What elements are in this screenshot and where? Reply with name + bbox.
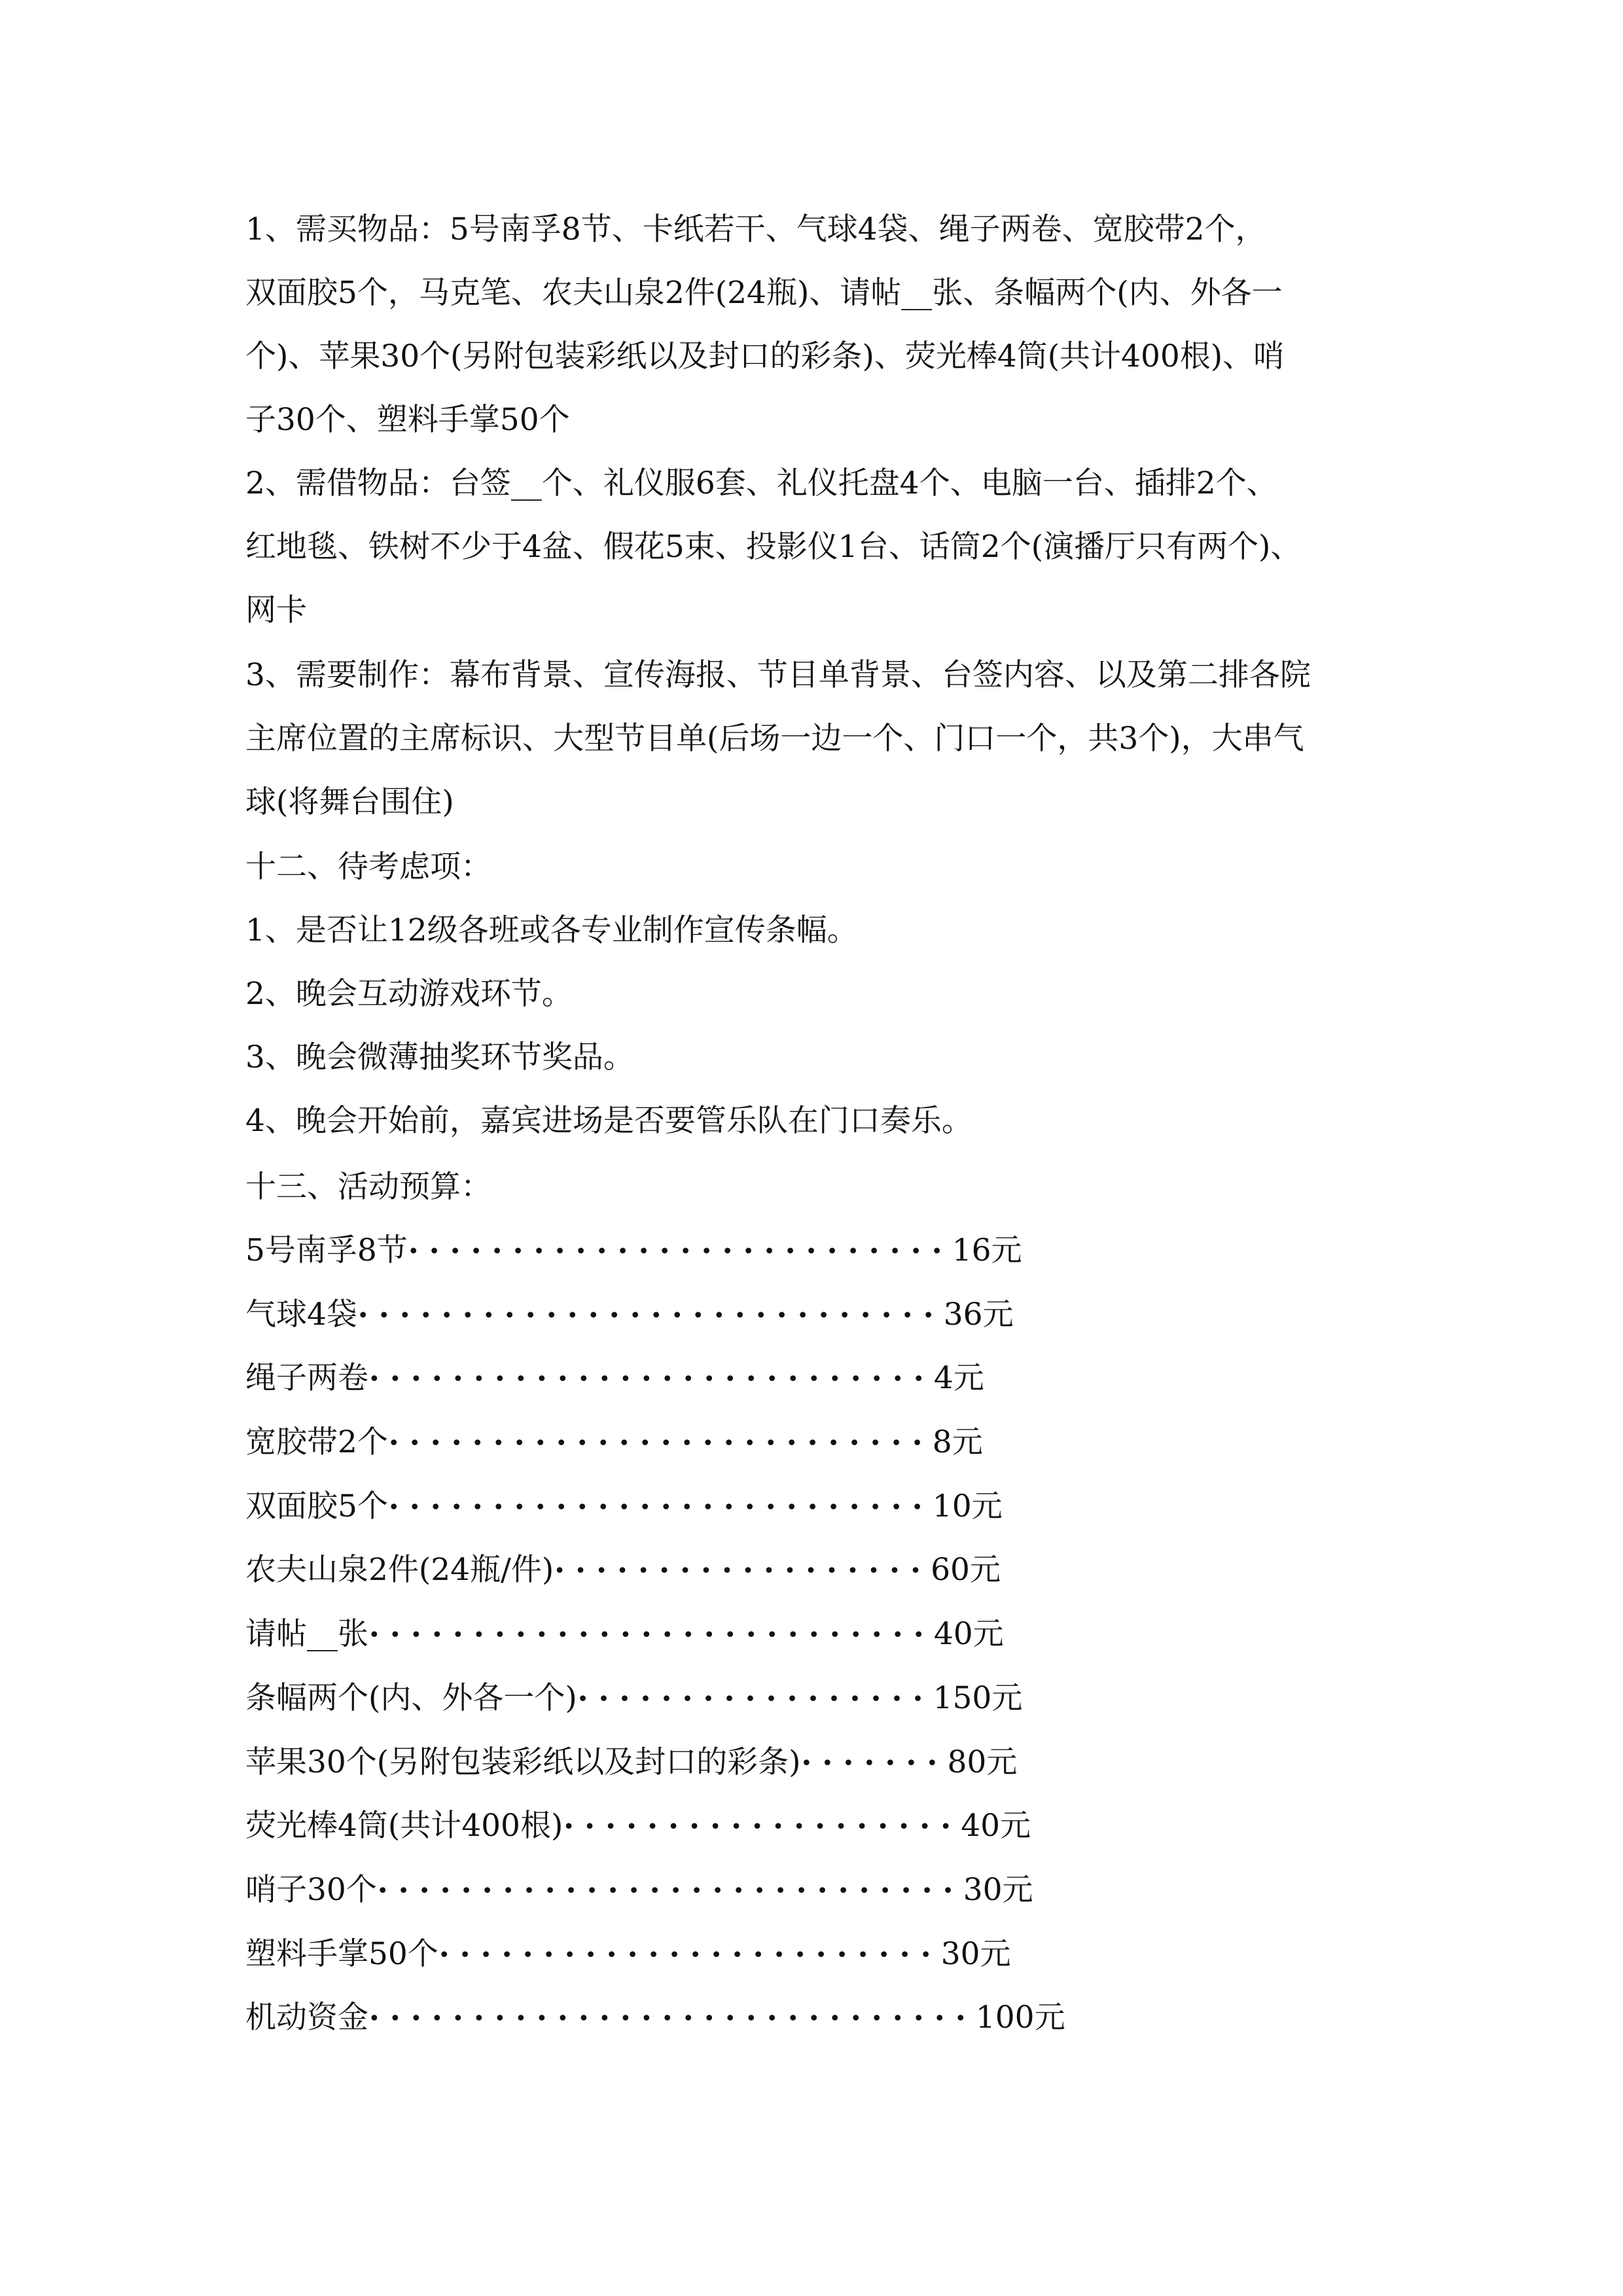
pending-section: [245, 835, 1450, 1153]
budget-leader-dots: •••••••: [800, 1751, 948, 1775]
borrow-items-paragraph: [245, 452, 1450, 642]
budget-item-amount: 40元: [933, 1616, 1004, 1653]
budget-item-amount: 80元: [947, 1744, 1018, 1780]
text-line: 2、需借物品：台签__个、礼仪服6套、礼仪托盘4个、电脑一台、插排2个、: [245, 465, 1277, 501]
budget-leader-dots: •••••••••••••••••: [577, 1687, 933, 1711]
budget-row: [245, 1922, 1358, 1986]
text-line: 1、需买物品：5号南孚8节、卡纸若干、气球4袋、绳子两卷、宽胶带2个，: [245, 211, 1266, 247]
text-line: 网卡: [245, 592, 307, 628]
budget-item-amount: 8元: [932, 1424, 983, 1461]
budget-item-amount: 40元: [961, 1808, 1031, 1844]
budget-leader-dots: ••••••••••••••••••••••••••: [407, 1240, 952, 1263]
budget-item-amount: 36元: [943, 1296, 1014, 1333]
text-line: 个)、苹果30个(另附包装彩纸以及封口的彩条)、荧光棒4筒(共计400根)、哨: [245, 338, 1285, 374]
budget-list: [245, 1219, 1358, 2050]
budget-row: [245, 1858, 1358, 1922]
budget-leader-dots: ••••••••••••••••••••••••••••: [357, 1304, 944, 1327]
budget-item-amount: 4元: [933, 1360, 984, 1397]
text-line: 球(将舞台围住): [245, 784, 454, 820]
section-heading-budget: 十三、活动预算：: [245, 1169, 491, 1205]
budget-item-name: 双面胶5个: [245, 1488, 388, 1524]
budget-leader-dots: ••••••••••••••••••••••••••••: [376, 1879, 963, 1903]
text-line: 3、需要制作：幕布背景、宣传海报、节目单背景、台签内容、以及第二排各院: [245, 657, 1311, 693]
budget-item-name: 塑料手掌50个: [245, 1935, 438, 1972]
pending-item: 4、晚会开始前，嘉宾进场是否要管乐队在门口奏乐。: [245, 1103, 972, 1139]
purchase-items-paragraph: [245, 198, 1450, 452]
text-line: 主席位置的主席标识、大型节目单(后场一边一个、门口一个，共3个)，大串气: [245, 721, 1304, 757]
budget-item-amount: 10元: [932, 1488, 1003, 1524]
budget-item-name: 农夫山泉2件(24瓶/件): [245, 1552, 554, 1588]
budget-item-name: 条幅两个(内、外各一个): [245, 1679, 577, 1716]
budget-leader-dots: ••••••••••••••••••: [554, 1560, 931, 1583]
budget-leader-dots: ••••••••••••••••••••••••: [438, 1943, 941, 1967]
budget-section-heading-wrap: [245, 1155, 1450, 1219]
budget-row: [245, 1666, 1358, 1731]
budget-item-name: 请帖__张: [245, 1616, 368, 1653]
budget-item-name: 机动资金: [245, 2000, 368, 2036]
budget-leader-dots: •••••••••••••••••••••••••••••: [368, 2007, 976, 2031]
budget-item-name: 气球4袋: [245, 1296, 357, 1333]
budget-item-amount: 30元: [940, 1935, 1011, 1972]
budget-item-name: 苹果30个(另附包装彩纸以及封口的彩条): [245, 1744, 801, 1780]
budget-row: [245, 1219, 1358, 1283]
budget-item-amount: 150元: [933, 1679, 1023, 1716]
section-heading-pending: 十二、待考虑项：: [245, 849, 491, 885]
budget-row: [245, 1986, 1358, 2050]
budget-leader-dots: •••••••••••••••••••••••••••: [368, 1624, 934, 1647]
budget-item-name: 绳子两卷: [245, 1360, 368, 1397]
budget-item-name: 荧光棒4筒(共计400根): [245, 1808, 563, 1844]
budget-item-amount: 16元: [952, 1232, 1022, 1268]
budget-leader-dots: •••••••••••••••••••••••••••: [368, 1368, 934, 1391]
budget-item-amount: 100元: [975, 2000, 1065, 2036]
text-line: 双面胶5个，马克笔、农夫山泉2件(24瓶)、请帖__张、条幅两个(内、外各一: [245, 275, 1283, 311]
budget-leader-dots: ••••••••••••••••••••••••••: [387, 1432, 933, 1456]
pending-item: 1、是否让12级各班或各专业制作宣传条幅。: [245, 912, 858, 948]
budget-row: [245, 1538, 1358, 1602]
budget-item-name: 宽胶带2个: [245, 1424, 388, 1461]
budget-row: [245, 1602, 1358, 1666]
budget-row: [245, 1475, 1358, 1539]
budget-item-name: 哨子30个: [245, 1871, 377, 1908]
text-line: 子30个、塑料手掌50个: [245, 402, 570, 438]
production-items-paragraph: [245, 643, 1450, 834]
pending-item: 3、晚会微薄抽奖环节奖品。: [245, 1039, 634, 1075]
budget-row: [245, 1283, 1358, 1347]
budget-leader-dots: •••••••••••••••••••: [563, 1816, 961, 1839]
budget-item-amount: 30元: [963, 1871, 1033, 1908]
budget-row: [245, 1731, 1358, 1795]
budget-row: [245, 1794, 1358, 1858]
budget-row: [245, 1410, 1358, 1475]
budget-item-amount: 60元: [931, 1552, 1001, 1588]
budget-row: [245, 1346, 1358, 1410]
text-line: 红地毯、铁树不少于4盆、假花5束、投影仪1台、话筒2个(演播厅只有两个)、: [245, 529, 1302, 565]
pending-item: 2、晚会互动游戏环节。: [245, 976, 573, 1012]
budget-item-name: 5号南孚8节: [245, 1232, 408, 1268]
budget-leader-dots: ••••••••••••••••••••••••••: [387, 1496, 933, 1519]
